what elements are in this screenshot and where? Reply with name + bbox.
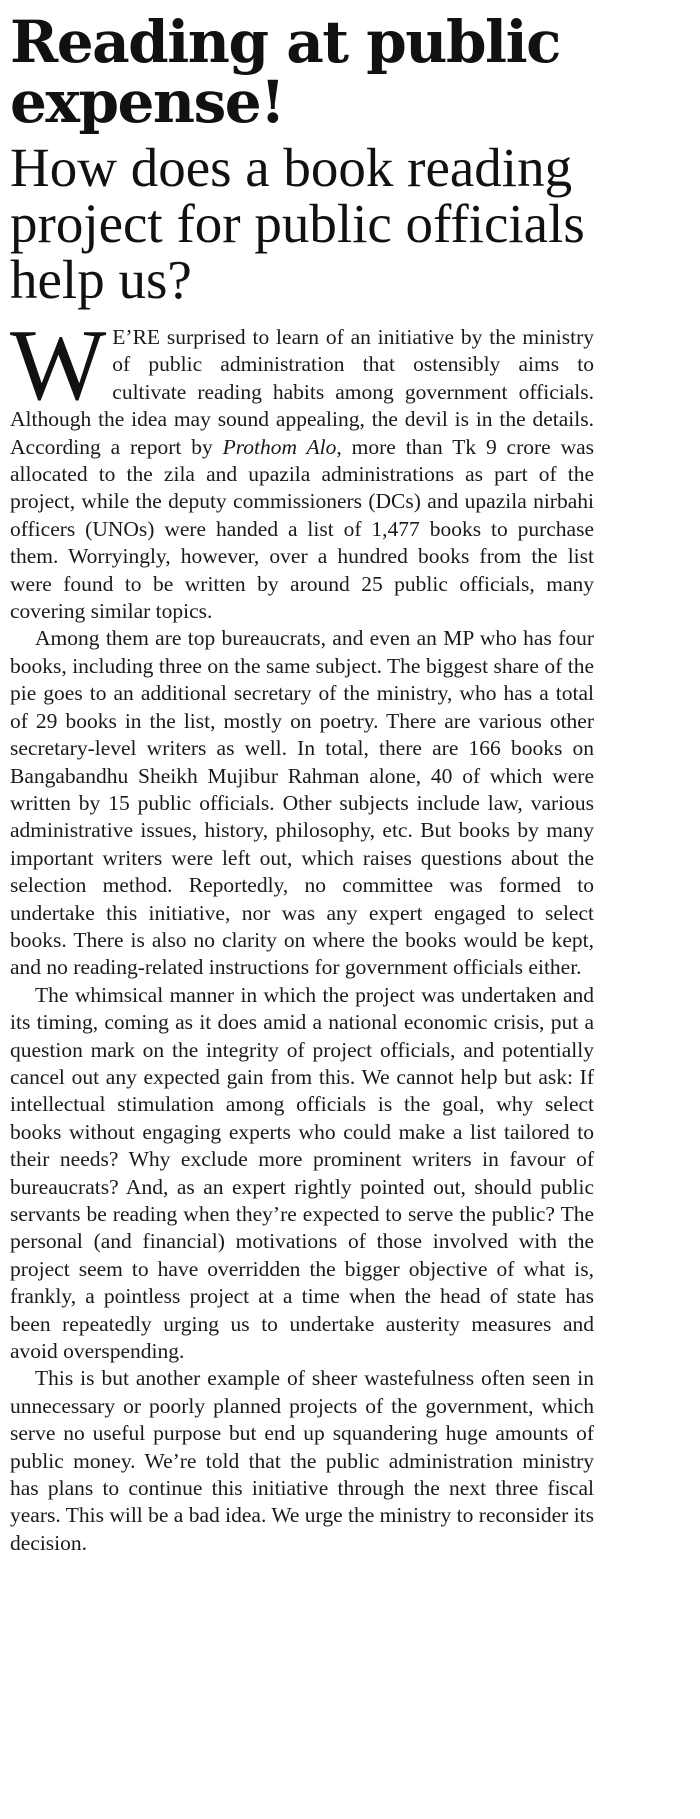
paragraph-1 <box>10 309 595 625</box>
editorial-article <box>10 8 595 1557</box>
newspaper-name: Prothom Alo <box>222 434 337 459</box>
subheadline: How does a book reading project for public officials help us? <box>10 137 585 310</box>
article-body <box>10 309 595 1557</box>
paragraph-4: This is but another example of sheer wastefulness often seen in unnecessary or poorly planned projects of the government, which serve no useful purpose but end up squandering huge amounts of public money. We’re told that the public administration ministry has plans to continue this initiative through the next three fiscal years. This will be a bad idea. We urge the ministry to reconsider its decision. <box>10 1366 595 1555</box>
drop-cap: W <box>10 309 107 422</box>
paragraph-2: Among them are top bureaucrats, and even an MP who has four books, including three on the same subject. The biggest share of the pie goes to an additional secretary of the ministry, who has a total of 29 books in the list, mostly on poetry. There are various other secretary-level writers as well. In total, there are 166 books on Bangabandhu Sheikh Mujibur Rahman alone, 40 of which were written by 15 public officials. Other subjects include law, various administrative issues, history, philosophy, etc. But books by many important writers were left out, which raises questions about the selection method. Reportedly, no committee was formed to undertake this initiative, nor was any expert engaged to select books. There is also no clarity on where the books would be kept, and no reading-related instructions for government officials either. <box>10 626 594 980</box>
headline: Reading at public expense! <box>10 8 560 136</box>
paragraph-1-text-end: , more than Tk 9 crore was allocated to the zila and upazila administrations as part of the project, while the deputy commissioners (DCs) and upazila nirbahi officers (UNOs) were handed a list of 1,477 books to purchase them. Worryingly, however, over a hundred books from the list were found to be written by around 25 public officials, many covering similar topics. <box>10 434 595 624</box>
paragraph-3: The whimsical manner in which the project was undertaken and its timing, coming as it does amid a national economic crisis, put a question mark on the integrity of project officials, and potentially cancel out any expected gain from this. We cannot help but ask: If intellectual stimulation among officials is the goal, why select books without engaging experts who could make a list tailored to their needs? Why exclude more prominent writers in favour of bureaucrats? And, as an expert rightly pointed out, should public servants be reading when they’re expected to serve the public? The personal (and financial) motivations of those involved with the project seem to have overridden the bigger objective of what is, frankly, a pointless project at a time when the head of state has been repeatedly urging us to undertake austerity measures and avoid overspending. <box>10 982 594 1364</box>
paragraph-1-text-start: E’RE surprised to learn of an initiative by the ministry of public administration that ostensibly aims to cultivate reading habits among government officials. Although the idea may sound appealing, the devil is in the details. According a report by <box>10 325 594 459</box>
